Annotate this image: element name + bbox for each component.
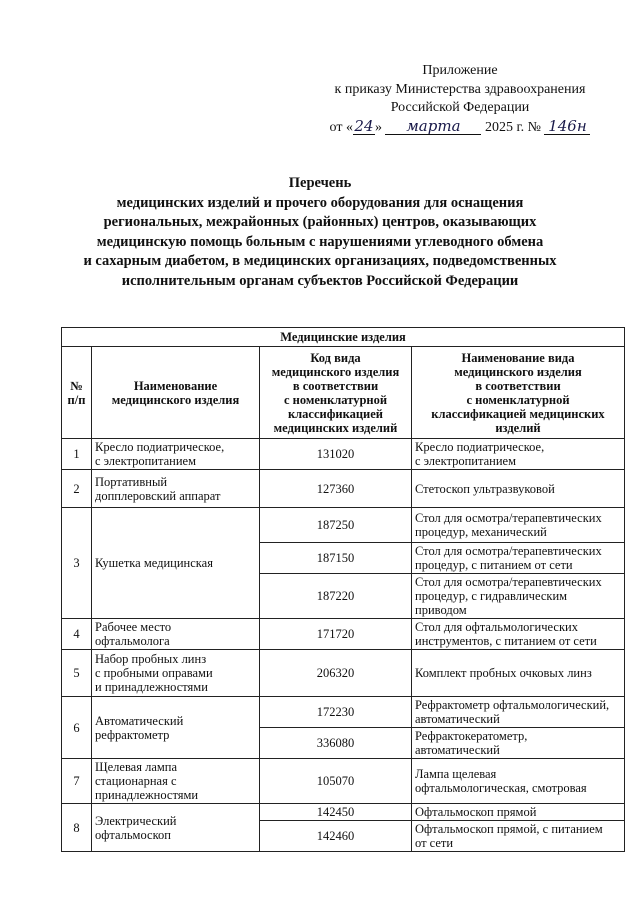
item-kind: Кресло подиатрическое, с электропитанием bbox=[412, 439, 625, 470]
item-name: Рабочее место офтальмолога bbox=[92, 619, 260, 650]
col-header-code: Код вида медицинского изделия в соответствии с номенклатурной классификацией медицинских изделий bbox=[260, 347, 412, 439]
table-row bbox=[62, 650, 625, 697]
order-date-line bbox=[300, 118, 620, 138]
row-number: 3 bbox=[62, 508, 92, 619]
item-kind: Стол для осмотра/терапевтических процедур, с питанием от сети bbox=[412, 543, 625, 574]
appendix-label: Приложение bbox=[422, 63, 498, 78]
order-day: 24 bbox=[354, 116, 374, 135]
item-code: 187250 bbox=[260, 508, 412, 543]
row-number: 8 bbox=[62, 804, 92, 852]
item-kind: Комплект пробных очковых линз bbox=[412, 650, 625, 697]
row-number: 7 bbox=[62, 759, 92, 804]
item-name: Кушетка медицинская bbox=[92, 508, 260, 619]
row-number: 6 bbox=[62, 697, 92, 759]
item-name: Кресло подиатрическое, с электропитанием bbox=[92, 439, 260, 470]
item-name: Электрический офтальмоскоп bbox=[92, 804, 260, 852]
item-code: 172230 bbox=[260, 697, 412, 728]
date-prefix: от « bbox=[329, 119, 353, 135]
order-month: марта bbox=[385, 118, 481, 135]
item-kind: Лампа щелевая офтальмологическая, смотровая bbox=[412, 759, 625, 804]
item-name: Автоматический рефрактометр bbox=[92, 697, 260, 759]
appendix-order-ref: к приказу Министерства здравоохранения bbox=[334, 81, 586, 97]
item-code: 142450 bbox=[260, 804, 412, 821]
table-row bbox=[62, 619, 625, 650]
table-row bbox=[62, 470, 625, 508]
column-header-row bbox=[62, 347, 625, 439]
item-code: 131020 bbox=[260, 439, 412, 470]
item-kind: Офтальмоскоп прямой bbox=[412, 804, 625, 821]
item-kind: Офтальмоскоп прямой, с питанием от сети bbox=[412, 821, 625, 852]
order-year: 2025 г. № bbox=[484, 119, 541, 135]
table-row bbox=[62, 508, 625, 543]
appendix-country: Российской Федерации bbox=[390, 100, 530, 115]
col-header-num: № п/п bbox=[62, 347, 92, 439]
item-code: 127360 bbox=[260, 470, 412, 508]
item-kind: Стол для офтальмологических инструментов, с питанием от сети bbox=[412, 619, 625, 650]
item-name: Набор пробных линз с пробными оправами и принадлежностями bbox=[92, 650, 260, 697]
item-code: 171720 bbox=[260, 619, 412, 650]
table-row bbox=[62, 439, 625, 470]
item-code: 187220 bbox=[260, 574, 412, 619]
row-number: 5 bbox=[62, 650, 92, 697]
table-row bbox=[62, 759, 625, 804]
title-line: медицинскую помощь больным с нарушениями углеводного обмена bbox=[96, 233, 544, 250]
item-kind: Стетоскоп ультразвуковой bbox=[412, 470, 625, 508]
section-header: Медицинские изделия bbox=[62, 328, 625, 347]
col-header-name: Наименование медицинского изделия bbox=[92, 347, 260, 439]
title-line: исполнительным органам субъектов Российской Федерации bbox=[121, 272, 519, 289]
item-name: Портативный допплеровский аппарат bbox=[92, 470, 260, 508]
table-row bbox=[62, 697, 625, 728]
row-number: 4 bbox=[62, 619, 92, 650]
order-number: 146н bbox=[544, 118, 590, 135]
item-code: 142460 bbox=[260, 821, 412, 852]
appendix-header bbox=[300, 62, 620, 137]
item-code: 206320 bbox=[260, 650, 412, 697]
title-line: и сахарным диабетом, в медицинских организациях, подведомственных bbox=[83, 253, 557, 269]
title-line: региональных, межрайонных (районных) центров, оказывающих bbox=[103, 214, 537, 230]
document-title bbox=[40, 174, 600, 291]
col-header-desc: Наименование вида медицинского изделия в соответствии с номенклатурной классификацией медицинских изделий bbox=[412, 347, 625, 439]
item-code: 105070 bbox=[260, 759, 412, 804]
item-kind: Рефрактометр офтальмологический, автоматический bbox=[412, 697, 625, 728]
row-number: 2 bbox=[62, 470, 92, 508]
item-kind: Стол для осмотра/терапевтических процедур, механический bbox=[412, 508, 625, 543]
equipment-table bbox=[61, 327, 625, 852]
item-kind: Рефрактокератометр, автоматический bbox=[412, 728, 625, 759]
title-line: Перечень bbox=[288, 175, 352, 191]
item-code: 187150 bbox=[260, 543, 412, 574]
title-line: медицинских изделий и прочего оборудования для оснащения bbox=[116, 194, 524, 211]
item-kind: Стол для осмотра/терапевтических процедур, с гидравлическим приводом bbox=[412, 574, 625, 619]
item-code: 336080 bbox=[260, 728, 412, 759]
date-quote: » bbox=[374, 119, 382, 135]
row-number: 1 bbox=[62, 439, 92, 470]
item-name: Щелевая лампа стационарная с принадлежностями bbox=[92, 759, 260, 804]
table-row bbox=[62, 804, 625, 821]
